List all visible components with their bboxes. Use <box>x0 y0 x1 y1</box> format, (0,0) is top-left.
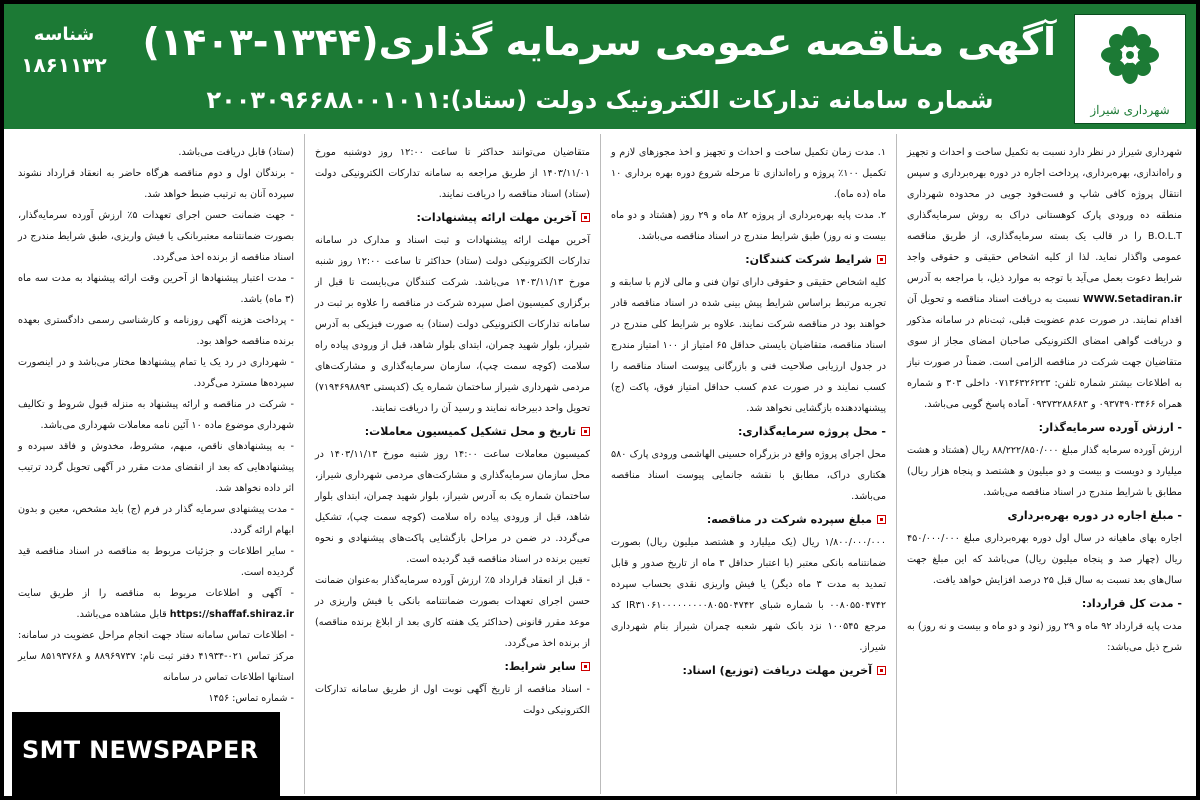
col2-paragraph-5: ۱/۸۰۰/۰۰۰/۰۰۰ ریال (یک میلیارد و هشتصد میلیون ریال) بصورت ضمانتنامه بانکی معتبر (با اعتبار حداقل ۳ ماه از تاریخ صدور و قابل تمدید به مدت ۳ ماه دیگر) یا فیش واریزی نقدی بحساب سپرده ۰۰۸۰۵۵۰۴۷۴۲ با شماره شبای IR۳۱۰۶۱۰۰۰۰۰۰۰۰۰۸۰۵۵۰۴۷۴۲ کد مرجع ۱۰۰۵۴۵ نزد بانک شهر شعبه چمران شیراز بنام شهرداری شیراز. <box>611 537 887 653</box>
col4-paragraph-9: - مدت پیشنهادی سرمایه گذار در فرم (ج) باید مشخص، معین و بدون ابهام ارائه گردد. <box>18 504 294 536</box>
col2-paragraph-3: کلیه اشخاص حقیقی و حقوقی دارای توان فنی و مالی لازم با سابقه و تجربه مرتبط براساس شرایط پیش بینی شده در اسناد مناقصه قادر خواهند بود در مناقصه شرکت نمایند. علاوه بر شرایط کلی مندرج در اسناد مناقصه، متقاضیان بایستی حداقل ۶۵ امتیاز از ۱۰۰ امتیاز مندرج در جدول ارزیابی صلاحیت فنی و بازرگانی پیوست اسناد مناقصه را کسب نمایند و در صورت عدم کسب حداقل امتیاز فوق، پاکت (ج) پیشنهاددهنده بازگشایی نخواهد شد. <box>611 277 886 414</box>
shaffaf-link[interactable]: https://shaffaf.shiraz.ir <box>169 609 294 620</box>
col3-heading-2: تاریخ و محل تشکیل کمیسیون معاملات: <box>315 421 590 442</box>
page-subtitle: شماره سامانه تدارکات الکترونیک دولت (ستاد):۲۰۰۳۰۹۶۶۸۸۰۰۱۰۱۱ <box>206 86 994 114</box>
col4-paragraph-8: - به پیشنهادهای ناقص، مبهم، مشروط، مخدوش و فاقد سپرده و پیشنهادهایی که بعد از انقضای مدت مقرر در آگهی تحویل گردد ترتیب اثر داده نخواهد شد. <box>18 441 294 494</box>
setadiran-link[interactable]: WWW.Setadiran.ir <box>1083 294 1182 305</box>
col4-paragraph-1: (ستاد) قابل دریافت می‌باشد. <box>178 147 294 158</box>
col4-paragraph-4: - مدت اعتبار پیشنهادها از آخرین وقت ارائه پیشنهاد به مدت سه ماه (۳ ماه) باشد. <box>18 273 294 305</box>
red-bullet-icon <box>581 662 590 671</box>
col2-paragraph-4: محل اجرای پروژه واقع در بزرگراه حسینی الهاشمی ورودی پارک ۵۸۰ هکتاری دراک، مطابق با نقشه جانمایی پیوست اسناد مناقصه می‌باشد. <box>611 449 886 502</box>
red-bullet-icon <box>581 213 590 222</box>
header-banner <box>4 4 1196 129</box>
col4-paragraph-5: - پرداخت هزینه آگهی روزنامه و کارشناسی رسمی دادگستری بعهده برنده مناقصه خواهد بود. <box>18 315 294 347</box>
col3-paragraph-5: - اسناد مناقصه از تاریخ آگهی نوبت اول از طریق سامانه تدارکات الکترونیکی دولت <box>315 684 590 716</box>
column-2 <box>600 134 896 794</box>
flower-logo-icon <box>1100 25 1160 85</box>
col2-heading-2: - محل پروژه سرمایه‌گذاری: <box>738 425 886 438</box>
col3-heading-3: سایر شرایط: <box>315 656 590 677</box>
municipality-logo <box>1074 14 1186 124</box>
red-bullet-icon <box>877 515 886 524</box>
col4-paragraph-7: - شرکت در مناقصه و ارائه پیشنهاد به منزله قبول شروط و تکالیف شهرداری موضوع ماده ۱۰ آئین نامه معاملات شهرداری می‌باشد. <box>18 399 294 431</box>
col3-paragraph-3: کمیسیون معاملات ساعت ۱۴:۰۰ روز شنبه مورخ ۱۴۰۳/۱۱/۱۳ در محل سازمان سرمایه‌گذاری و مشارکت‌های مردمی شهرداری شیراز، ساختمان شماره یک به آدرس شیراز، بلوار شهید چمران، ابتدای بلوار شاهد، قبل از ورودی پیاده راه سلامت (کوچه سمت چپ)، تشکیل می‌گردد. در ضمن در مراحل بازگشایی پاکت‌های پیشنهادی و نحوه تعیین برنده در اسناد مناقصه قید گردیده است. <box>315 449 590 565</box>
col1-heading-1: - ارزش آورده سرمایه‌گذار: <box>1038 421 1182 434</box>
page-title: آگهی مناقصه عمومی سرمایه گذاری(۱۳۴۴-۱۴۰۳) <box>142 20 1056 64</box>
red-bullet-icon <box>581 427 590 436</box>
col2-paragraph-1: ۱. مدت زمان تکمیل ساخت و احداث و تجهیز و اخذ مجوزهای لازم و تکمیل ۱۰۰٪ پروژه و راه‌اندازی تا مرحله شروع دوره بهره برداری ۱۰ ماه (ده ماه). <box>611 147 886 200</box>
col4-paragraph-3: - جهت ضمانت حسن اجرای تعهدات ۵٪ ارزش آورده سرمایه‌گذار، بصورت ضمانتنامه معتبربانکی یا فیش واریزی، طبق شرایط مندرج در اسناد مناقصه از برنده اخذ می‌گردد. <box>18 210 294 263</box>
col2-paragraph-2: ۲. مدت پایه بهره‌برداری از پروژه ۸۲ ماه و ۲۹ روز (هشتاد و دو ماه بیست و نه روز) طبق شرایط مندرج در اسناد مناقصه می‌باشد. <box>611 210 886 242</box>
red-bullet-icon <box>877 666 886 675</box>
col2-heading-1: شرایط شرکت کنندگان: <box>611 249 886 270</box>
col4-paragraph-13: - شماره تماس: ۱۴۵۶ <box>208 693 294 704</box>
col3-paragraph-4: - قبل از انعقاد قرارداد ۵٪ ارزش آورده سرمایه‌گذار به‌عنوان ضمانت حسن اجرای تعهدات بصورت ضمانتنامه بانکی یا فیش واریزی در موعد مقرر قانونی (حداکثر یک هفته کاری بعد از ابلاغ برنده مناقصه) از برنده اخذ می‌گردد. <box>315 575 590 649</box>
id-value: ۱۸۶۱۱۳۲ <box>21 53 107 77</box>
col4-paragraph-2: - برندگان اول و دوم مناقصه هرگاه حاضر به انعقاد قرارداد نشوند سپرده آنان به ترتیب ضبط خواهد شد. <box>18 168 294 200</box>
col1-paragraph-3: مدت پایه قرارداد ۹۲ ماه و ۲۹ روز (نود و دو ماه و بیست و نه روز) به شرح ذیل می‌باشد: <box>907 621 1183 653</box>
col1-paragraph-1: ارزش آورده سرمایه گذار مبلغ ۸۸/۲۲۲/۸۵۰/۰۰۰ ریال (هشتاد و هشت میلیارد و دویست و بیست و دو میلیون و هشتصد و پنجاه هزار ریال) مطابق با شرایط مندرج در اسناد مناقصه می‌باشد. <box>907 445 1182 498</box>
col1-heading-3: - مدت کل قرارداد: <box>1081 597 1182 610</box>
col4-paragraph-6: - شهرداری در رد یک یا تمام پیشنهادها مختار می‌باشد و در اینصورت سپرده‌ها مسترد می‌گردد. <box>18 357 294 389</box>
col2-heading-3: مبلغ سپرده شرکت در مناقصه: <box>611 509 886 530</box>
col3-paragraph-2: آخرین مهلت ارائه پیشنهادات و ثبت اسناد و مدارک در سامانه تدارکات الکترونیکی دولت (ستاد) حداکثر تا ساعت ۱۲:۰۰ روز شنبه مورخ ۱۴۰۳/۱۱/۱۳ می‌باشد. شرکت کنندگان می‌بایست تا قبل از برگزاری کمیسیون اصل سپرده شرکت در مناقصه را علاوه بر ثبت در سامانه تدارکات الکترونیکی دولت (ستاد) به صورت فیزیکی به آدرس شیراز، بلوار شهید چمران، ابتدای بلوار شاهد، قبل از ورودی پیاده راه سلامت (کوچه سمت چپ)، سازمان سرمایه‌گذاری و مشارکت‌های مردمی شهرداری شیراز ساختمان شماره یک (کدپستی ۷۱۹۴۶۹۸۸۹۳) تحویل واحد دبیرخانه نمایند و رسید آن را دریافت نمایند. <box>315 235 590 414</box>
watermark-text: SMT NEWSPAPER <box>22 736 259 764</box>
col4-paragraph-11: - آگهی و اطلاعات مربوط به مناقصه را از طریق سایت https://shaffaf.shiraz.ir قابل مشاهده می‌باشد. <box>18 588 294 620</box>
col1-intro: شهرداری شیراز در نظر دارد نسبت به تکمیل ساخت و احداث و تجهیز و راه‌اندازی، بهره‌برداری، پرداخت اجاره در دوره بهره‌برداری و سپس انتقال پروژه کافی شاپ و فست‌فود جویی در محدوده شهرداری منطقه ده ورودی پارک کوهستانی دراک به روش سرمایه‌گذاری B.O.L.T را در قالب یک بسته سرمایه‌گذاری، از طریق مناقصه عمومی واگذار نماید. لذا از کلیه اشخاص حقیقی و حقوقی واجد شرایط دعوت بعمل می‌آید با توجه به موارد ذیل، با مراجعه به آدرس WWW.Setadiran.ir نسبت به دریافت اسناد مناقصه و تحویل آن اقدام نمایند. در صورت عدم عضویت قبلی، ثبت‌نام در سامانه مذکور و دریافت گواهی امضای الکترونیکی صاحبان امضای مجاز از سوی متقاضیان جهت شرکت در مناقصه الزامی است. ضمناً در صورت نیاز به اطلاعات بیشتر شماره تلفن: ۰۷۱۳۶۳۲۶۲۲۳ داخلی ۳۰۳ و شماره همراه ۰۹۳۷۴۹۰۳۴۶۶ و ۰۹۳۷۳۲۸۸۶۸۳ آماده پاسخ گویی می‌باشد. <box>907 147 1183 410</box>
red-bullet-icon <box>877 255 886 264</box>
logo-text: شهرداری شیراز <box>1090 103 1170 117</box>
col1-heading-2: - مبلغ اجاره در دوره بهره‌برداری <box>1007 509 1182 522</box>
newspaper-watermark <box>12 712 280 796</box>
column-4 <box>8 134 304 794</box>
col4-paragraph-10: - سایر اطلاعات و جزئیات مربوط به مناقصه در اسناد مناقصه قید گردیده است. <box>18 546 294 578</box>
col2-heading-4: آخرین مهلت دریافت (توزیع) اسناد: <box>611 660 886 681</box>
column-3 <box>304 134 600 794</box>
notice-body <box>8 134 1192 794</box>
col3-paragraph-1: متقاضیان می‌توانند حداکثر تا ساعت ۱۲:۰۰ روز دوشنبه مورخ ۱۴۰۳/۱۱/۰۱ از طریق مراجعه به سامانه تدارکات الکترونیکی دولت (ستاد) اسناد مناقصه را دریافت نمایند. <box>315 147 590 200</box>
column-1 <box>896 134 1192 794</box>
col1-paragraph-2: اجاره بهای ماهیانه در سال اول دوره بهره‌برداری مبلغ ۴۵۰/۰۰۰/۰۰۰ ریال (چهار صد و پنجاه میلیون ریال) می‌باشد که این مبلغ جهت سال‌های بعد نسبت به سال قبل ۲۵ درصد افزایش خواهد یافت. <box>907 533 1182 586</box>
col4-paragraph-12: - اطلاعات تماس سامانه ستاد جهت انجام مراحل عضویت در سامانه: مرکز تماس ۰۲۱-۴۱۹۳۴ دفتر ثبت نام: ۸۸۹۶۹۷۳۷ و ۸۵۱۹۳۷۶۸ سایر استانها اطلاعات تماس در سامانه <box>18 630 295 683</box>
id-label: شناسه <box>33 24 95 45</box>
col3-heading-1: آخرین مهلت ارائه پیشنهادات: <box>315 207 590 228</box>
id-box <box>18 22 110 82</box>
